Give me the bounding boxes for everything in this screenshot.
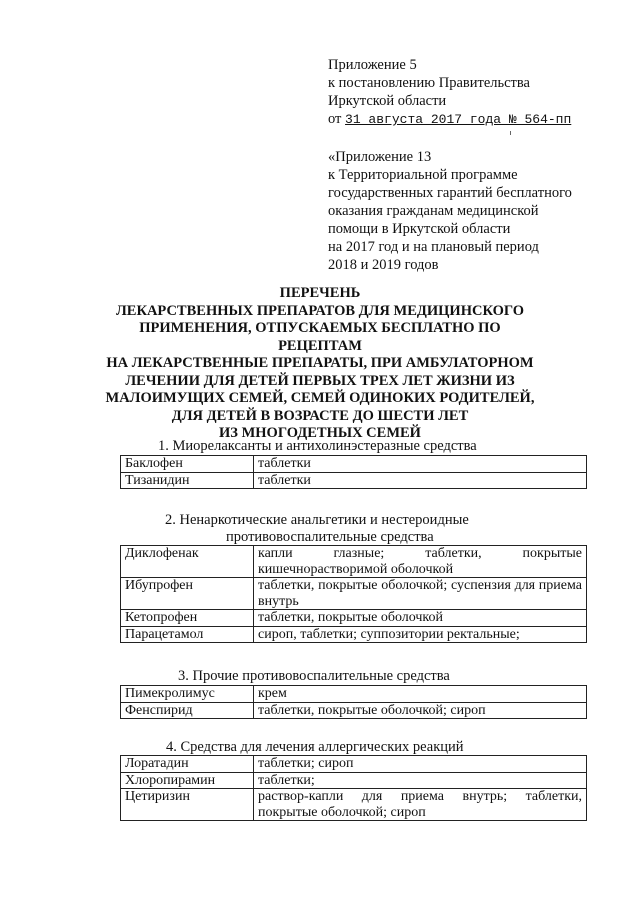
annex-region: Иркутской области <box>328 93 447 109</box>
drug-name: Парацетамол <box>121 626 254 643</box>
drug-form: таблетки, покрытые оболочкой; суспензия для приема внутрь <box>254 578 587 610</box>
section-heading: 1. Миорелаксанты и антихолинэстеразные средства <box>158 438 477 454</box>
drug-form: капли глазные; таблетки, покрытые кишечнорастворимой оболочкой <box>254 546 587 578</box>
drug-form: крем <box>254 686 587 703</box>
drug-table <box>120 685 587 719</box>
title-line: ЛЕКАРСТВЕННЫХ ПРЕПАРАТОВ ДЛЯ МЕДИЦИНСКОГО <box>115 302 525 319</box>
table-row <box>121 789 587 821</box>
table-row <box>121 578 587 610</box>
drug-form: таблетки, покрытые оболочкой <box>254 610 587 627</box>
drug-name: Пимекролимус <box>121 686 254 703</box>
annex2-line: помощи в Иркутской области <box>328 221 511 237</box>
drug-form: таблетки, покрытые оболочкой; сироп <box>254 702 587 719</box>
drug-name: Хлоропирамин <box>121 772 254 789</box>
drug-name: Фенспирид <box>121 702 254 719</box>
annex-date-value: 31 августа 2017 года № 564-пп <box>345 112 572 127</box>
section-heading: 2. Ненаркотические анальгетики и нестероидные <box>165 512 469 528</box>
drug-name: Цетиризин <box>121 789 254 821</box>
drug-form: сироп, таблетки; суппозитории ректальные; <box>254 626 587 643</box>
stray-mark <box>510 131 511 135</box>
document-title <box>100 285 540 443</box>
drug-form: таблетки <box>254 472 587 489</box>
title-line: ПЕРЕЧЕНЬ <box>279 285 361 301</box>
section-heading: 4. Средства для лечения аллергических реакций <box>166 739 464 755</box>
title-line: ЛЕЧЕНИИ ДЛЯ ДЕТЕЙ ПЕРВЫХ ТРЕХ ЛЕТ ЖИЗНИ ИЗ <box>125 372 515 389</box>
drug-name: Ибупрофен <box>121 578 254 610</box>
drug-table <box>120 545 587 643</box>
annex2-line: к Территориальной программе <box>328 167 518 183</box>
annex2-line: государственных гарантий бесплатного <box>328 185 572 201</box>
annex-13-header <box>328 148 572 274</box>
annex2-line: «Приложение 13 <box>328 149 432 165</box>
table-row <box>121 702 587 719</box>
drug-name: Тизанидин <box>121 472 254 489</box>
drug-table <box>120 455 587 489</box>
table-row <box>121 456 587 473</box>
title-line: ПРИМЕНЕНИЯ, ОТПУСКАЕМЫХ БЕСПЛАТНО ПО РЕЦЕПТАМ <box>139 320 501 354</box>
annex2-line: оказания гражданам медицинской <box>328 203 539 219</box>
drug-form: таблетки <box>254 456 587 473</box>
table-row <box>121 772 587 789</box>
drug-name: Кетопрофен <box>121 610 254 627</box>
annex-date-line <box>328 110 571 129</box>
drug-name: Баклофен <box>121 456 254 473</box>
table-row <box>121 546 587 578</box>
drug-form: таблетки; сироп <box>254 756 587 773</box>
title-line: МАЛОИМУЩИХ СЕМЕЙ, СЕМЕЙ ОДИНОКИХ РОДИТЕЛЕЙ, <box>105 390 535 406</box>
annex2-line: 2018 и 2019 годов <box>328 257 439 273</box>
table-row <box>121 756 587 773</box>
drug-form: таблетки; <box>254 772 587 789</box>
drug-name: Лоратадин <box>121 756 254 773</box>
annex-date-prefix: от <box>328 111 346 127</box>
title-line: НА ЛЕКАРСТВЕННЫЕ ПРЕПАРАТЫ, ПРИ АМБУЛАТОРНОМ <box>106 355 534 371</box>
section-heading: 3. Прочие противовоспалительные средства <box>178 668 450 684</box>
drug-table <box>120 755 587 821</box>
table-row <box>121 610 587 627</box>
title-line: ДЛЯ ДЕТЕЙ В ВОЗРАСТЕ ДО ШЕСТИ ЛЕТ <box>171 407 469 424</box>
section-heading-cont: противовоспалительные средства <box>226 529 434 545</box>
table-row <box>121 472 587 489</box>
table-row <box>121 626 587 643</box>
title-line: ИЗ МНОГОДЕТНЫХ СЕМЕЙ <box>219 425 421 441</box>
annex-number: Приложение 5 <box>328 57 417 73</box>
annex-header <box>328 56 571 129</box>
drug-form: раствор-капли для приема внутрь; таблетки, покрытые оболочкой; сироп <box>254 789 587 821</box>
annex-resolution: к постановлению Правительства <box>328 75 530 91</box>
table-row <box>121 686 587 703</box>
drug-name: Диклофенак <box>121 546 254 578</box>
annex2-line: на 2017 год и на плановый период <box>328 239 539 255</box>
